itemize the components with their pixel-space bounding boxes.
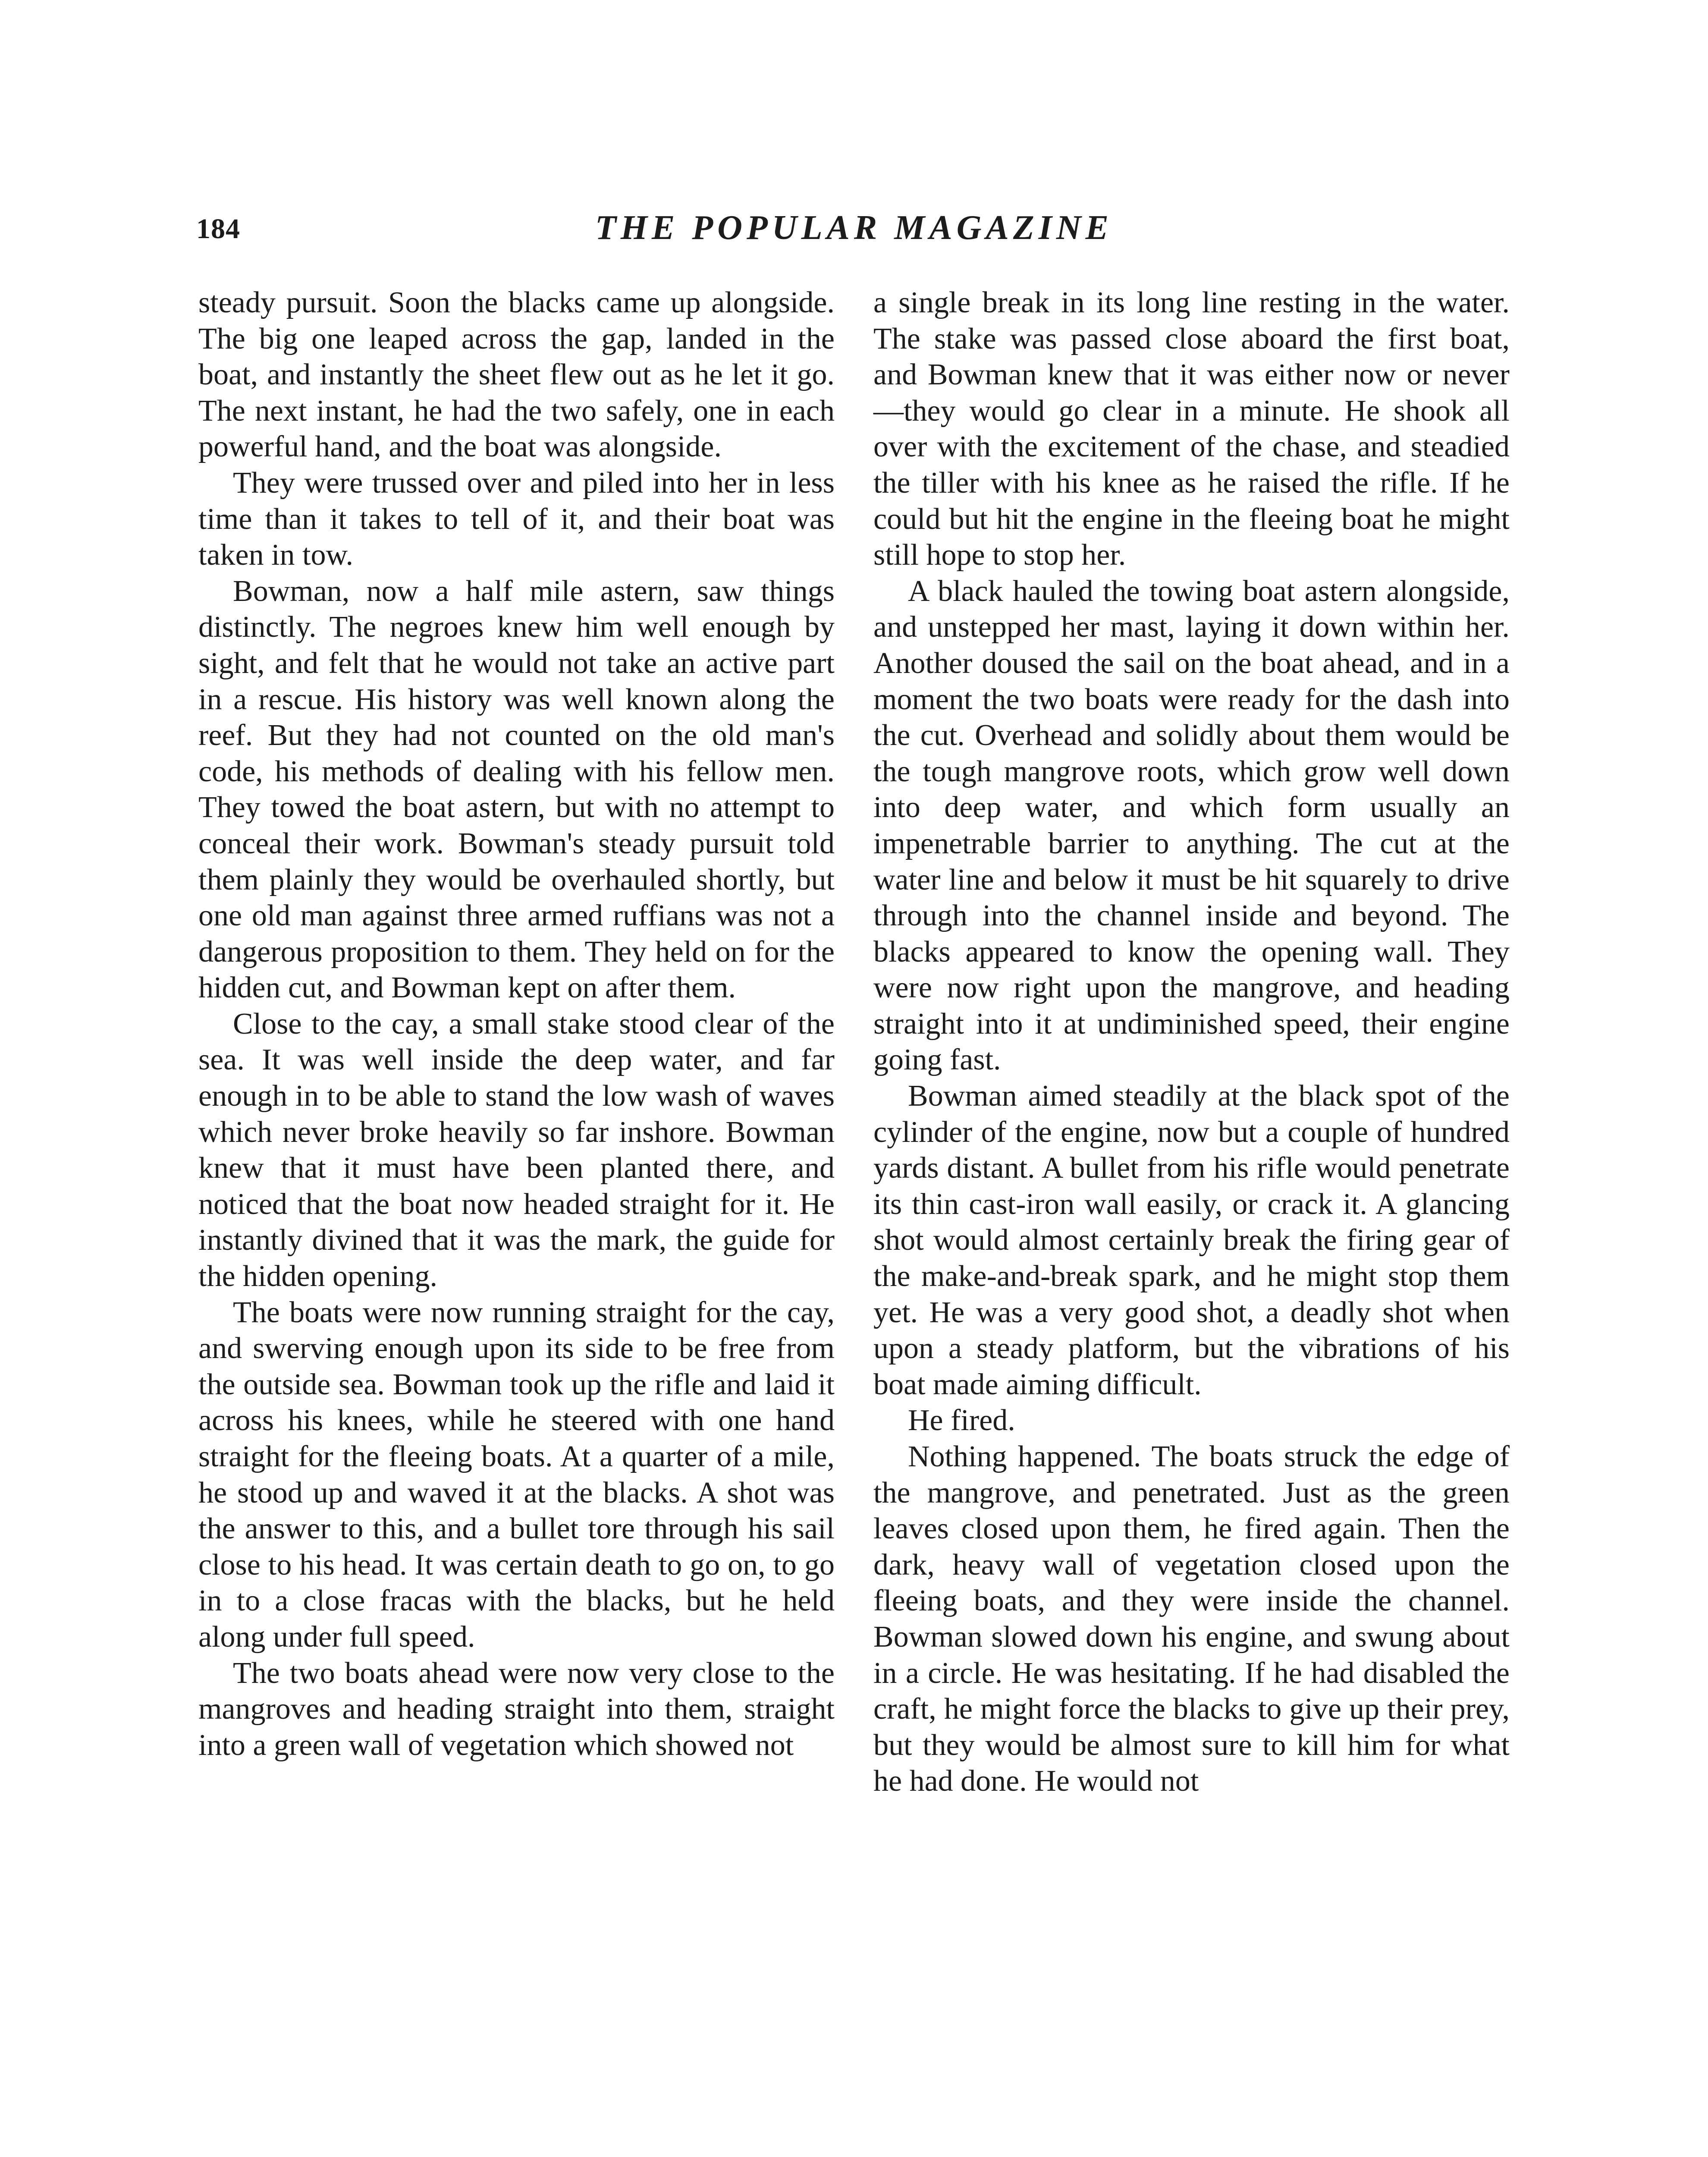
paragraph: a single break in its long line resting in the water. The stake was passed close aboard the first boat, and Bowman knew that it was either now or never—they would go clear in a minute. He shook all over with the excitement of the chase, and steadied the tiller with his knee as he raised the rifle. If he could but hit the engine in the fleeing boat he might still hope to stop her.: [873, 286, 1510, 572]
page-number: 184: [196, 213, 240, 245]
paragraph: Bowman, now a half mile astern, saw things distinctly. The negroes knew him well enough by sight, and felt that he would not take an active part in a rescue. His history was well known along the reef. But they had not counted on the old man's code, his methods of dealing with his fellow men. They towed the boat astern, but with no attempt to conceal their work. Bowman's steady pursuit told them plainly they would be overhauled shortly, but one old man against three armed ruffians was not a dangerous proposition to them. They held on for the hidden cut, and Bowman kept on after them.: [198, 574, 835, 1005]
paragraph: A black hauled the towing boat astern alongside, and unstepped her mast, laying it down within her. Another doused the sail on the boat ahead, and in a moment the two boats were ready for the dash into the cut. Overhead and solidly about them would be the tough mangrove roots, which grow well down into deep water, and which form usually an impenetrable barrier to anything. The cut at the water line and below it must be hit squarely to drive through into the channel inside and beyond. The blacks appeared to know the opening wall. They were now right upon the mangrove, and heading straight into it at undiminished speed, their engine going fast.: [873, 574, 1510, 1077]
paragraph: Bowman aimed steadily at the black spot of the cylinder of the engine, now but a couple of hundred yards distant. A bullet from his rifle would penetrate its thin cast-iron wall easily, or crack it. A glancing shot would almost certainly break the firing gear of the make-and-break spark, and he might stop them yet. He was a very good shot, a deadly shot when upon a steady platform, but the vibrations of his boat made aiming difficult.: [873, 1079, 1510, 1401]
right-column: [873, 285, 1510, 1799]
left-column: [198, 285, 835, 1763]
paragraph: The two boats ahead were now very close to the mangroves and heading straight into them, straight into a green wall of vegetation which showed not: [198, 1656, 835, 1762]
paragraph: They were trussed over and piled into her in less time than it takes to tell of it, and their boat was taken in tow.: [198, 466, 835, 572]
running-head: THE POPULAR MAGAZINE: [595, 209, 1113, 247]
paragraph: Nothing happened. The boats struck the edge of the mangrove, and penetrated. Just as the green leaves closed upon them, he fired again. Then the dark, heavy wall of vegetation closed upon the fleeing boats, and they were inside the channel. Bowman slowed down his engine, and swung about in a circle. He was hesitating. If he had disabled the craft, he might force the blacks to give up their prey, but they would be almost sure to kill him for what he had done. He would not: [873, 1440, 1510, 1798]
paragraph: Close to the cay, a small stake stood clear of the sea. It was well inside the deep water, and far enough in to be able to stand the low wash of waves which never broke heavily so far inshore. Bowman knew that it must have been planted there, and noticed that the boat now headed straight for it. He instantly divined that it was the mark, the guide for the hidden opening.: [198, 1007, 835, 1293]
paragraph: The boats were now running straight for the cay, and swerving enough upon its side to be free from the outside sea. Bowman took up the rifle and laid it across his knees, while he steered with one hand straight for the fleeing boats. At a quarter of a mile, he stood up and waved it at the blacks. A shot was the answer to this, and a bullet tore through his sail close to his head. It was certain death to go on, to go in to a close fracas with the blacks, but he held along under full speed.: [198, 1295, 835, 1654]
paragraph: steady pursuit. Soon the blacks came up alongside. The big one leaped across the gap, landed in the boat, and instantly the sheet flew out as he let it go. The next instant, he had the two safely, one in each powerful hand, and the boat was alongside.: [198, 286, 835, 464]
paragraph: He fired.: [908, 1404, 1015, 1437]
